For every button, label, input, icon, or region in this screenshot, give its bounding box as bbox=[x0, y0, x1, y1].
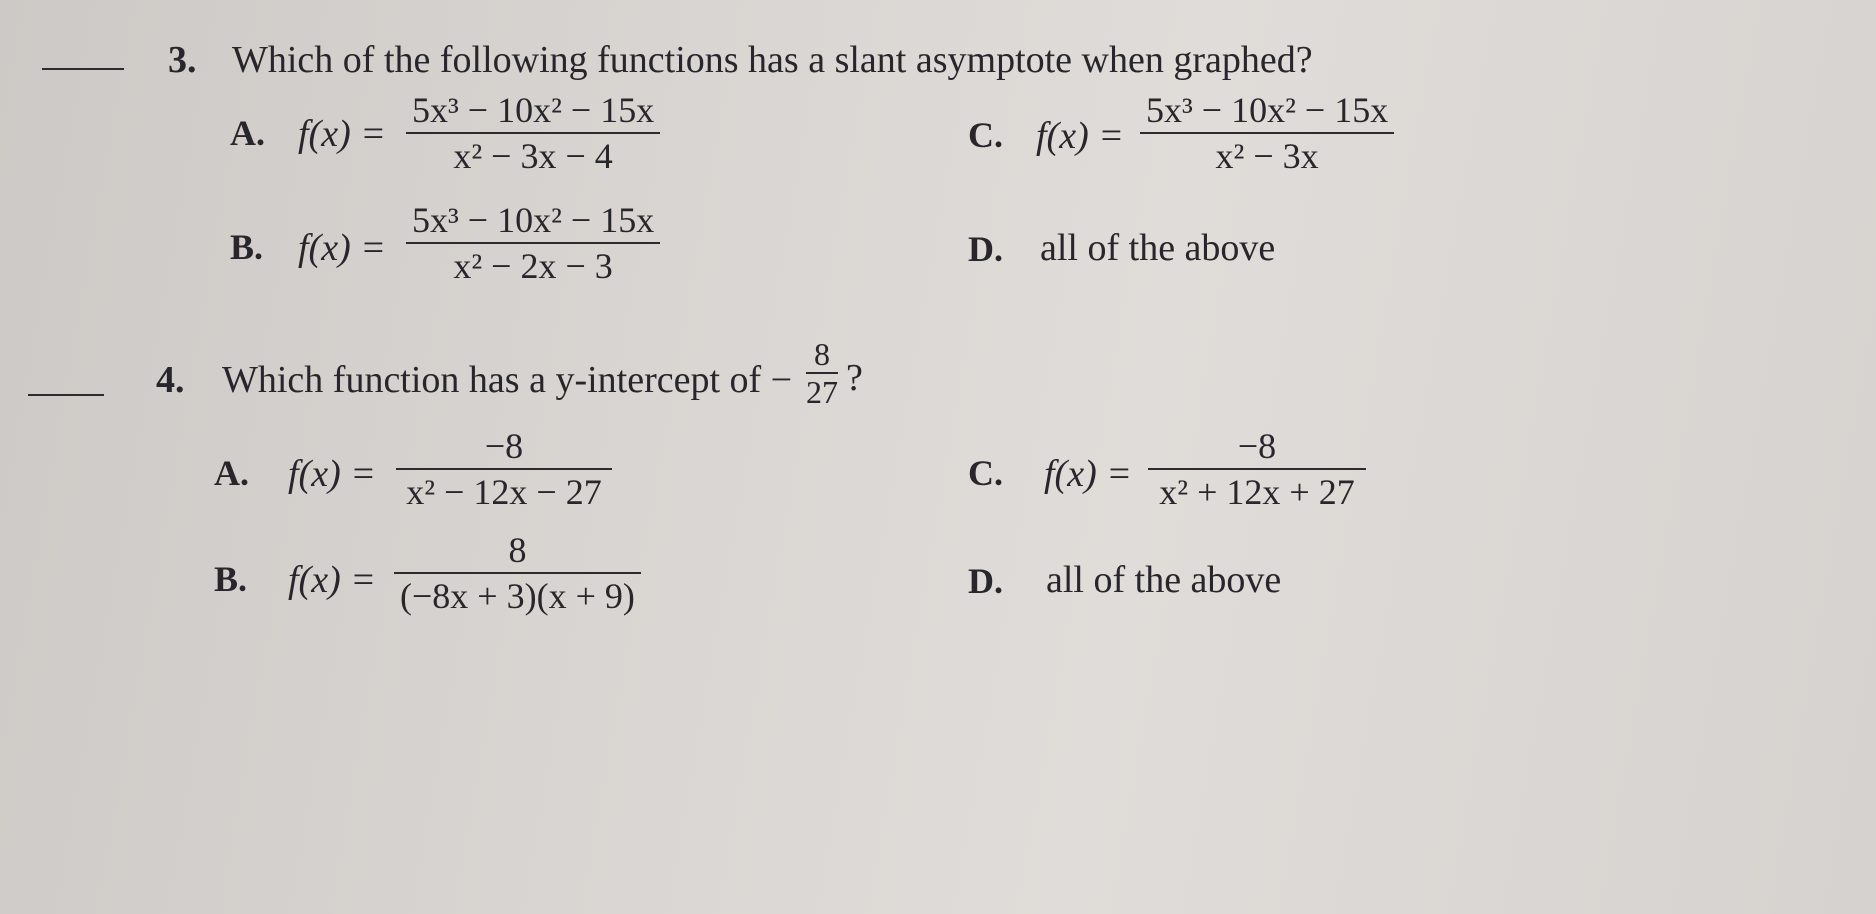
question-text: Which of the following functions has a slant asymptote when graphed? bbox=[232, 39, 1313, 81]
fraction-numerator: 5x³ − 10x² − 15x bbox=[412, 200, 655, 240]
fraction-denominator: x² − 12x − 27 bbox=[406, 472, 602, 512]
fraction-denominator: x² − 2x − 3 bbox=[453, 246, 613, 286]
function-lhs: f(x) = bbox=[298, 227, 386, 269]
fraction-numerator: 5x³ − 10x² − 15x bbox=[1146, 90, 1389, 130]
fraction-denominator: x² − 3x bbox=[1215, 136, 1319, 176]
fraction bbox=[406, 198, 660, 288]
fraction-numerator: −8 bbox=[484, 426, 524, 466]
question-mark: ? bbox=[846, 357, 863, 399]
function-lhs: f(x) = bbox=[288, 559, 376, 601]
fraction bbox=[1140, 88, 1394, 178]
answer-blank-q3[interactable] bbox=[42, 68, 124, 70]
option-letter-b: B. bbox=[230, 227, 264, 267]
fraction-denominator: x² + 12x + 27 bbox=[1159, 472, 1355, 512]
fraction bbox=[396, 424, 612, 514]
fraction-denominator: (−8x + 3)(x + 9) bbox=[400, 576, 635, 616]
intercept-fraction bbox=[806, 336, 838, 410]
question-number: 3. bbox=[168, 39, 197, 81]
fraction bbox=[394, 528, 641, 618]
question-number: 4. bbox=[156, 359, 185, 401]
fraction bbox=[1148, 424, 1366, 514]
fraction bbox=[406, 88, 660, 178]
option-text: all of the above bbox=[1046, 559, 1282, 601]
fraction-numerator: 8 bbox=[814, 336, 830, 372]
function-lhs: f(x) = bbox=[288, 453, 376, 495]
option-letter-c: C. bbox=[968, 115, 1003, 155]
fraction-numerator: 8 bbox=[508, 530, 527, 570]
option-letter-a: A. bbox=[214, 453, 249, 493]
option-text: all of the above bbox=[1040, 227, 1276, 269]
option-letter-d: D. bbox=[968, 561, 1003, 601]
fraction-numerator: −8 bbox=[1237, 426, 1277, 466]
option-letter-c: C. bbox=[968, 453, 1003, 493]
fraction-denominator: 27 bbox=[806, 374, 838, 410]
function-lhs: f(x) = bbox=[1044, 453, 1132, 495]
option-letter-a: A. bbox=[230, 113, 265, 153]
option-letter-d: D. bbox=[968, 229, 1003, 269]
answer-blank-q4[interactable] bbox=[28, 394, 104, 396]
fraction-numerator: 5x³ − 10x² − 15x bbox=[412, 90, 655, 130]
fraction-denominator: x² − 3x − 4 bbox=[453, 136, 613, 176]
function-lhs: f(x) = bbox=[298, 113, 386, 155]
option-letter-b: B. bbox=[214, 559, 248, 599]
function-lhs: f(x) = bbox=[1036, 115, 1124, 157]
question-text: Which function has a y-intercept of − bbox=[222, 359, 793, 401]
